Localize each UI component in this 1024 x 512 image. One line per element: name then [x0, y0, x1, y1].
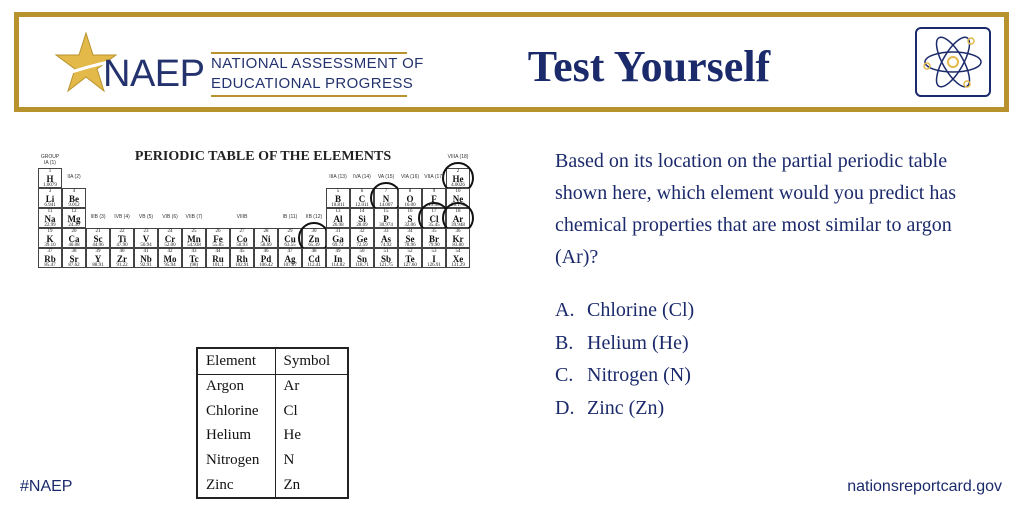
- table-header-row: [197, 348, 348, 374]
- element-mass: 58.69: [260, 243, 272, 248]
- element-number: 51: [383, 249, 389, 254]
- element-symbol: Y: [94, 254, 102, 264]
- element-mass: 22.99: [44, 223, 56, 228]
- element-symbol: Cd: [308, 254, 320, 264]
- symbol-cell: Ar: [283, 378, 300, 395]
- element-symbol: Rh: [236, 254, 248, 264]
- element-mass: 47.90: [116, 243, 128, 248]
- element-number: 36: [455, 229, 461, 234]
- element-symbol: O: [406, 194, 414, 204]
- group-label: GROUP IA (1): [40, 154, 60, 166]
- element-symbol: Zn: [308, 234, 320, 244]
- element-mass: 63.55: [284, 243, 296, 248]
- element-mass: 107.87: [283, 263, 297, 268]
- element-symbol: F: [431, 194, 437, 204]
- table-row: [197, 448, 348, 473]
- element-mass: 4.0026: [451, 183, 465, 188]
- element-mass: 95.94: [164, 263, 176, 268]
- element-mass: 58.93: [236, 243, 248, 248]
- option-d[interactable]: [555, 392, 995, 425]
- answer-options: [555, 294, 995, 424]
- element-number: 50: [359, 249, 365, 254]
- logo-rule-bottom: [211, 95, 407, 97]
- element-number: 6: [360, 189, 364, 194]
- element-symbol: Ga: [332, 234, 344, 244]
- element-mass: 102.91: [235, 263, 249, 268]
- element-cell-li: [38, 188, 62, 208]
- element-symbol: B: [334, 194, 341, 204]
- element-mass: 24.30: [68, 223, 80, 228]
- element-cell-pd: [254, 248, 278, 268]
- element-cell-al: [326, 208, 350, 228]
- element-number: 33: [383, 229, 389, 234]
- element-symbol: Sr: [69, 254, 79, 264]
- element-cell: Helium: [197, 424, 275, 449]
- element-symbol: Nb: [140, 254, 152, 264]
- element-number: 1: [48, 169, 52, 174]
- element-cell-ga: [326, 228, 350, 248]
- element-symbol: S: [407, 214, 413, 224]
- element-cell-h: [38, 168, 62, 188]
- element-mass: 6.941: [44, 203, 56, 208]
- option-label: Chlorine (Cl): [587, 299, 695, 321]
- group-label: IVB (4): [114, 214, 130, 220]
- element-number: 25: [191, 229, 197, 234]
- element-cell-as: [374, 228, 398, 248]
- element-number: 28: [263, 229, 269, 234]
- element-symbol: P: [383, 214, 389, 224]
- option-letter: B.: [555, 331, 574, 354]
- element-cell-i: [422, 248, 446, 268]
- element-symbol: I: [432, 254, 436, 264]
- element-mass: 20.179: [451, 203, 465, 208]
- element-mass: 39.10: [44, 243, 56, 248]
- table-row: [197, 473, 348, 498]
- group-label: IVA (14): [353, 174, 371, 180]
- element-cell-fe: [206, 228, 230, 248]
- option-label: Zinc (Zn): [587, 396, 665, 419]
- option-letter: C.: [555, 364, 574, 386]
- element-number: 53: [431, 249, 437, 254]
- option-letter: D.: [555, 396, 575, 419]
- group-label: VIB (6): [162, 214, 178, 220]
- group-label: IIB (12): [305, 214, 323, 220]
- element-symbol: Fe: [213, 234, 223, 244]
- element-mass: 65.39: [308, 243, 320, 248]
- logo-acronym: NAEP: [103, 53, 205, 95]
- element-number: 52: [407, 249, 413, 254]
- group-label: IIIB (3): [90, 214, 106, 220]
- element-mass: 114.82: [331, 263, 345, 268]
- element-mass: 87.62: [68, 263, 80, 268]
- element-cell-k: [38, 228, 62, 248]
- element-number: 54: [455, 249, 461, 254]
- element-number: 7: [384, 189, 388, 194]
- element-cell-br: [422, 228, 446, 248]
- website-link[interactable]: nationsreportcard.gov: [847, 478, 1002, 495]
- group-label: IIIA (13): [329, 174, 347, 180]
- option-a[interactable]: [555, 294, 995, 327]
- element-number: 5: [336, 189, 340, 194]
- element-mass: 92.91: [140, 263, 152, 268]
- element-mass: 52.00: [164, 243, 176, 248]
- element-symbol: Al: [333, 214, 343, 224]
- element-number: 40: [119, 249, 125, 254]
- element-symbol: Mg: [67, 214, 81, 224]
- table-row: [197, 424, 348, 449]
- element-number: 32: [359, 229, 365, 234]
- element-cell-ag: [278, 248, 302, 268]
- element-mass: 83.80: [452, 243, 464, 248]
- element-symbol: Ar: [452, 214, 464, 224]
- element-cell-ru: [206, 248, 230, 268]
- question-text: Based on its location on the partial periodic table shown here, which element would you predict has chemical properties that are most similar to argon (Ar)?: [555, 150, 957, 268]
- element-cell-nb: [134, 248, 158, 268]
- page-title: Test Yourself: [527, 42, 771, 91]
- element-mass: 10.811: [331, 203, 345, 208]
- element-number: 44: [215, 249, 221, 254]
- element-symbol: Be: [69, 194, 79, 204]
- element-mass: 26.98: [332, 223, 344, 228]
- element-number: 48: [311, 249, 317, 254]
- header-banner: [14, 12, 1009, 112]
- element-symbol: H: [46, 174, 54, 184]
- element-cell-kr: [446, 228, 470, 248]
- element-number: 17: [431, 209, 437, 214]
- element-symbol-table: [196, 347, 349, 499]
- table-row: [197, 374, 348, 399]
- element-number: 42: [167, 249, 173, 254]
- element-mass: 112.41: [307, 263, 321, 268]
- atom-icon-graphic: [917, 29, 989, 95]
- group-label: VIA (16): [400, 174, 420, 180]
- element-mass: 54.938: [187, 243, 201, 248]
- element-number: 2: [456, 169, 460, 174]
- element-mass: 30.974: [379, 223, 393, 228]
- element-cell-mo: [158, 248, 182, 268]
- element-mass: 101.1: [212, 263, 224, 268]
- element-symbol: Sb: [380, 254, 391, 264]
- hashtag-text: #NAEP: [20, 478, 73, 495]
- periodic-table-title: PERIODIC TABLE OF THE ELEMENTS: [134, 149, 392, 164]
- element-mass: 12.011: [355, 203, 369, 208]
- element-cell-rb: [38, 248, 62, 268]
- element-number: 8: [408, 189, 412, 194]
- element-symbol: Xe: [452, 254, 464, 264]
- element-mass: 19.00: [428, 203, 440, 208]
- element-cell-ca: [62, 228, 86, 248]
- element-mass: 35.45: [428, 223, 440, 228]
- element-cell: Nitrogen: [197, 448, 275, 473]
- element-symbol: Mo: [163, 254, 177, 264]
- element-number: 31: [335, 229, 341, 234]
- element-number: 34: [407, 229, 413, 234]
- element-mass: 79.90: [428, 243, 440, 248]
- symbol-cell: N: [283, 452, 295, 469]
- symbol-cell: Cl: [283, 402, 298, 419]
- element-mass: 14.007: [379, 203, 393, 208]
- group-label: VIIIA (18): [447, 154, 469, 160]
- element-number: 3: [48, 189, 52, 194]
- element-symbol: Mn: [187, 234, 201, 244]
- element-number: 21: [95, 229, 101, 234]
- element-cell-si: [350, 208, 374, 228]
- element-cell-ni: [254, 228, 278, 248]
- element-cell-b: [326, 188, 350, 208]
- element-number: 16: [407, 209, 413, 214]
- element-symbol: Se: [405, 234, 415, 244]
- element-number: 38: [71, 249, 77, 254]
- column-header-element: Element: [197, 348, 275, 374]
- element-symbol: C: [358, 194, 366, 204]
- element-cell-mg: [62, 208, 86, 228]
- element-mass: 40.08: [68, 243, 80, 248]
- element-symbol: Ni: [261, 234, 271, 244]
- element-mass: 69.72: [332, 243, 344, 248]
- element-number: 14: [359, 209, 365, 214]
- element-number: 22: [119, 229, 125, 234]
- element-mass: 106.42: [259, 263, 273, 268]
- option-b[interactable]: [555, 327, 995, 360]
- group-label: IB (11): [282, 214, 298, 220]
- logo-line-2: EDUCATIONAL PROGRESS: [211, 75, 414, 92]
- element-symbol: V: [142, 234, 150, 244]
- element-number: 30: [311, 229, 317, 234]
- element-mass: 16.00: [404, 203, 416, 208]
- element-symbol: He: [452, 174, 464, 184]
- element-cell: Argon: [197, 374, 275, 399]
- element-symbol: Te: [405, 254, 415, 264]
- element-number: 27: [239, 229, 245, 234]
- element-symbol: N: [382, 194, 390, 204]
- element-mass: 121.75: [379, 263, 393, 268]
- element-symbol: Ru: [212, 254, 224, 264]
- option-label: Helium (He): [587, 331, 689, 354]
- column-header-symbol: Symbol: [275, 348, 348, 374]
- element-symbol: In: [333, 254, 343, 264]
- element-symbol: Ge: [356, 234, 368, 244]
- symbol-cell: Zn: [283, 476, 301, 493]
- element-symbol: Li: [45, 194, 55, 204]
- atom-icon: [915, 27, 991, 97]
- element-symbol: As: [380, 234, 391, 244]
- element-number: 41: [143, 249, 149, 254]
- element-mass: 9.012: [68, 203, 80, 208]
- element-cell-sb: [374, 248, 398, 268]
- element-number: 46: [263, 249, 269, 254]
- element-symbol: Cl: [429, 214, 439, 224]
- element-mass: 126.91: [427, 263, 441, 268]
- element-cell-rh: [230, 248, 254, 268]
- element-number: 49: [335, 249, 341, 254]
- element-cell-be: [62, 188, 86, 208]
- element-cell-sc: [86, 228, 110, 248]
- symbol-cell: He: [283, 427, 301, 444]
- element-cell-ti: [110, 228, 134, 248]
- element-mass: 50.94: [140, 243, 152, 248]
- element-number: 35: [431, 229, 437, 234]
- element-symbol: Sc: [93, 234, 103, 244]
- table-row: [197, 399, 348, 424]
- element-cell-p: [374, 208, 398, 228]
- element-number: 12: [71, 209, 77, 214]
- element-number: 15: [383, 209, 389, 214]
- element-number: 18: [455, 209, 461, 214]
- element-symbol: Ag: [284, 254, 296, 264]
- group-label: VIIIB: [236, 214, 248, 220]
- element-symbol: Br: [429, 234, 439, 244]
- element-number: 23: [143, 229, 149, 234]
- element-number: 4: [72, 189, 76, 194]
- element-number: 39: [95, 249, 101, 254]
- group-label: VB (5): [138, 214, 154, 220]
- element-number: 19: [47, 229, 53, 234]
- element-mass: 32.06: [404, 223, 416, 228]
- group-label: VIIA (17): [424, 174, 444, 180]
- element-mass: 85.47: [44, 263, 56, 268]
- element-number: 11: [47, 209, 53, 214]
- element-symbol: K: [46, 234, 54, 244]
- element-number: 26: [215, 229, 221, 234]
- element-symbol: Sn: [356, 254, 367, 264]
- element-cell-mn: [182, 228, 206, 248]
- element-cell-cd: [302, 248, 326, 268]
- element-mass: 28.09: [356, 223, 368, 228]
- element-number: 45: [239, 249, 245, 254]
- element-symbol: Ti: [117, 234, 127, 244]
- group-label: VIIB (7): [185, 214, 203, 220]
- element-number: 20: [71, 229, 77, 234]
- element-number: 29: [287, 229, 293, 234]
- element-cell-v: [134, 228, 158, 248]
- element-number: 9: [432, 189, 436, 194]
- element-number: 24: [167, 229, 173, 234]
- group-label: VA (15): [377, 174, 395, 180]
- element-number: 10: [455, 189, 461, 194]
- element-number: 37: [47, 249, 53, 254]
- element-symbol: Ne: [452, 194, 464, 204]
- element-cell-xe: [446, 248, 470, 268]
- element-mass: 55.85: [212, 243, 224, 248]
- element-mass: 72.59: [356, 243, 368, 248]
- element-mass: 78.96: [404, 243, 416, 248]
- element-cell: Chlorine: [197, 399, 275, 424]
- group-label: IIA (2): [67, 174, 81, 180]
- element-cell-co: [230, 228, 254, 248]
- element-mass: 74.92: [380, 243, 392, 248]
- element-cell-na: [38, 208, 62, 228]
- element-cell-se: [398, 228, 422, 248]
- element-symbol: Rb: [44, 254, 56, 264]
- element-symbol: Zr: [117, 254, 127, 264]
- element-symbol: Ca: [68, 234, 80, 244]
- naep-logo: [55, 31, 424, 95]
- logo-line-1: NATIONAL ASSESSMENT OF: [211, 55, 424, 72]
- element-symbol: Cr: [164, 234, 176, 244]
- element-cell: Zinc: [197, 473, 275, 498]
- element-symbol: Kr: [452, 234, 464, 244]
- element-symbol: Pd: [260, 254, 272, 264]
- element-mass: (98): [189, 263, 199, 268]
- element-cell-in: [326, 248, 350, 268]
- element-number: 43: [191, 249, 197, 254]
- element-mass: 131.29: [451, 263, 465, 268]
- element-symbol: Si: [358, 214, 366, 224]
- element-number: 47: [287, 249, 293, 254]
- element-symbol: Tc: [189, 254, 199, 264]
- element-mass: 91.22: [116, 263, 128, 268]
- option-letter: A.: [555, 299, 575, 321]
- element-cell-sr: [62, 248, 86, 268]
- element-mass: 88.91: [92, 263, 104, 268]
- element-cell-tc: [182, 248, 206, 268]
- element-mass: 118.71: [355, 263, 369, 268]
- element-mass: 44.96: [92, 243, 104, 248]
- element-cell-y: [86, 248, 110, 268]
- element-cell-ge: [350, 228, 374, 248]
- element-cell-cr: [158, 228, 182, 248]
- option-c[interactable]: [555, 359, 995, 392]
- option-label: Nitrogen (N): [587, 364, 691, 386]
- element-mass: 1.0079: [43, 183, 57, 188]
- element-symbol: Na: [44, 214, 56, 224]
- element-cell-zr: [110, 248, 134, 268]
- element-number: 13: [335, 209, 341, 214]
- element-cell-te: [398, 248, 422, 268]
- element-symbol: Cu: [284, 234, 296, 244]
- element-cell-sn: [350, 248, 374, 268]
- element-mass: 39.948: [451, 223, 465, 228]
- element-mass: 127.60: [403, 263, 417, 268]
- element-cell-o: [398, 188, 422, 208]
- periodic-table: [28, 148, 498, 338]
- element-symbol: Co: [236, 234, 248, 244]
- logo-rule-top: [211, 52, 407, 54]
